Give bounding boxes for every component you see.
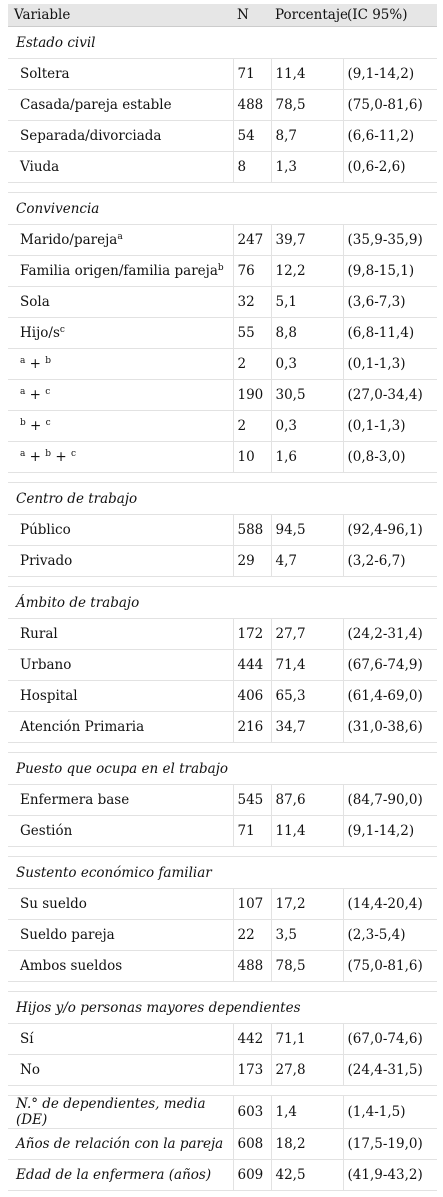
plus-sign: +	[25, 387, 46, 403]
cell-variable	[8, 546, 233, 577]
cell-porcentaje: 34,7	[271, 712, 343, 743]
cell-n: 488	[233, 951, 271, 982]
variable-label: Enfermera base	[20, 792, 130, 808]
cell-n: 55	[233, 318, 271, 349]
summary-row	[8, 1096, 437, 1129]
table-row	[8, 380, 437, 411]
cell-n: 54	[233, 121, 271, 152]
cell-n: 76	[233, 256, 271, 287]
cell-ic: (0,6-2,6)	[343, 152, 437, 183]
variable-label: Hospital	[20, 688, 78, 704]
cell-ic: (9,1-14,2)	[343, 816, 437, 847]
cell-variable	[8, 681, 233, 712]
cell-porcentaje: 17,2	[271, 889, 343, 920]
spacer-cell	[8, 743, 437, 753]
footnote-marker: b	[20, 418, 26, 428]
variable-label: Su sueldo	[20, 896, 87, 912]
variable-label: Sueldo pareja	[20, 927, 115, 943]
variable-label: Público	[20, 522, 71, 538]
data-table	[8, 4, 437, 1191]
cell-porcentaje: 78,5	[271, 90, 343, 121]
cell-n: 603	[233, 1096, 271, 1129]
cell-n: 172	[233, 619, 271, 650]
cell-ic: (75,0-81,6)	[343, 951, 437, 982]
cell-variable	[8, 59, 233, 90]
cell-n: 29	[233, 546, 271, 577]
cell-variable	[8, 152, 233, 183]
cell-ic: (6,8-11,4)	[343, 318, 437, 349]
cell-variable	[8, 380, 233, 411]
table-row	[8, 712, 437, 743]
variable-label: Ambos sueldos	[20, 958, 123, 974]
cell-variable	[8, 889, 233, 920]
variable-label: Separada/divorciada	[20, 128, 162, 144]
cell-ic: (67,6-74,9)	[343, 650, 437, 681]
table-row	[8, 318, 437, 349]
cell-porcentaje: 65,3	[271, 681, 343, 712]
spacer-row	[8, 473, 437, 483]
spacer-row	[8, 577, 437, 587]
cell-variable	[8, 442, 233, 473]
footnote-marker: b	[45, 356, 52, 366]
cell-ic: (24,2-31,4)	[343, 619, 437, 650]
table-row	[8, 920, 437, 951]
summary-label: N.° de dependientes, media (DE)	[8, 1096, 233, 1129]
cell-ic: (0,8-3,0)	[343, 442, 437, 473]
section-row	[8, 27, 437, 59]
cell-variable	[8, 256, 233, 287]
cell-porcentaje: 0,3	[271, 349, 343, 380]
cell-ic: (27,0-34,4)	[343, 380, 437, 411]
section-row	[8, 857, 437, 889]
spacer-cell	[8, 577, 437, 587]
cell-n: 588	[233, 515, 271, 546]
table-row	[8, 225, 437, 256]
table-row	[8, 619, 437, 650]
spacer-cell	[8, 847, 437, 857]
footnote-marker: a	[20, 356, 26, 366]
variable-label: Privado	[20, 553, 73, 569]
cell-variable	[8, 121, 233, 152]
cell-ic: (67,0-74,6)	[343, 1024, 437, 1055]
table-row	[8, 90, 437, 121]
table-row	[8, 1024, 437, 1055]
plus-sign: +	[25, 356, 46, 372]
cell-n: 247	[233, 225, 271, 256]
variable-label: Sí	[20, 1031, 34, 1047]
cell-n: 488	[233, 90, 271, 121]
cell-variable	[8, 90, 233, 121]
cell-n: 216	[233, 712, 271, 743]
cell-porcentaje: 39,7	[271, 225, 343, 256]
cell-ic: (35,9-35,9)	[343, 225, 437, 256]
table-row	[8, 1055, 437, 1086]
cell-porcentaje: 87,6	[271, 785, 343, 816]
cell-variable	[8, 1024, 233, 1055]
cell-porcentaje: 71,1	[271, 1024, 343, 1055]
cell-variable	[8, 951, 233, 982]
spacer-row	[8, 1086, 437, 1096]
cell-variable	[8, 411, 233, 442]
plus-sign: +	[25, 418, 46, 434]
cell-n: 71	[233, 816, 271, 847]
table-row	[8, 442, 437, 473]
cell-variable	[8, 785, 233, 816]
cell-porcentaje: 8,7	[271, 121, 343, 152]
section-title: Convivencia	[8, 193, 437, 225]
cell-porcentaje: 30,5	[271, 380, 343, 411]
variable-label: Casada/pareja estable	[20, 97, 172, 113]
table-row	[8, 515, 437, 546]
cell-variable	[8, 816, 233, 847]
section-title: Centro de trabajo	[8, 483, 437, 515]
cell-n: 442	[233, 1024, 271, 1055]
section-row	[8, 992, 437, 1024]
cell-porcentaje: 18,2	[271, 1129, 343, 1160]
cell-variable	[8, 225, 233, 256]
cell-ic: (75,0-81,6)	[343, 90, 437, 121]
variable-label: Sola	[20, 294, 50, 310]
table-row	[8, 650, 437, 681]
cell-n: 444	[233, 650, 271, 681]
header-n: N	[233, 4, 271, 27]
cell-ic: (24,4-31,5)	[343, 1055, 437, 1086]
cell-porcentaje: 1,3	[271, 152, 343, 183]
variable-label: Atención Primaria	[20, 719, 145, 735]
section-row	[8, 193, 437, 225]
cell-n: 107	[233, 889, 271, 920]
table-row	[8, 546, 437, 577]
cell-ic: (92,4-96,1)	[343, 515, 437, 546]
table-row	[8, 256, 437, 287]
variable-label: Viuda	[20, 159, 60, 175]
spacer-cell	[8, 183, 437, 193]
cell-variable	[8, 349, 233, 380]
section-title: Ámbito de trabajo	[8, 587, 437, 619]
summary-row	[8, 1160, 437, 1191]
footnote-marker: a	[20, 387, 26, 397]
header-row	[8, 4, 437, 27]
section-title: Puesto que ocupa en el trabajo	[8, 753, 437, 785]
table-row	[8, 785, 437, 816]
cell-ic: (6,6-11,2)	[343, 121, 437, 152]
cell-ic: (14,4-20,4)	[343, 889, 437, 920]
table-row	[8, 287, 437, 318]
cell-porcentaje: 4,7	[271, 546, 343, 577]
cell-porcentaje: 71,4	[271, 650, 343, 681]
table-row	[8, 951, 437, 982]
cell-porcentaje: 11,4	[271, 59, 343, 90]
plus-sign: +	[25, 449, 46, 465]
footnote-marker: c	[45, 418, 51, 428]
cell-variable	[8, 1055, 233, 1086]
variable-label: Hijo/s	[20, 325, 60, 341]
spacer-row	[8, 183, 437, 193]
footnote-marker: b	[217, 263, 224, 273]
cell-porcentaje: 1,6	[271, 442, 343, 473]
section-row	[8, 753, 437, 785]
cell-porcentaje: 94,5	[271, 515, 343, 546]
footnote-marker: c	[45, 387, 51, 397]
summary-label: Edad de la enfermera (años)	[8, 1160, 233, 1191]
section-title: Hijos y/o personas mayores dependientes	[8, 992, 437, 1024]
cell-porcentaje: 27,8	[271, 1055, 343, 1086]
cell-porcentaje: 27,7	[271, 619, 343, 650]
cell-ic: (0,1-1,3)	[343, 411, 437, 442]
table-row	[8, 889, 437, 920]
cell-porcentaje: 8,8	[271, 318, 343, 349]
footnote-marker: a	[20, 449, 26, 459]
cell-n: 71	[233, 59, 271, 90]
cell-ic: (3,2-6,7)	[343, 546, 437, 577]
cell-n: 2	[233, 349, 271, 380]
cell-porcentaje: 78,5	[271, 951, 343, 982]
table-row	[8, 816, 437, 847]
cell-n: 22	[233, 920, 271, 951]
cell-variable	[8, 287, 233, 318]
table-row	[8, 411, 437, 442]
cell-ic: (17,5-19,0)	[343, 1129, 437, 1160]
spacer-row	[8, 743, 437, 753]
section-row	[8, 483, 437, 515]
variable-label: Familia origen/familia pareja	[20, 263, 218, 279]
variable-label: Rural	[20, 626, 58, 642]
variable-label: Urbano	[20, 657, 72, 673]
cell-variable	[8, 515, 233, 546]
footnote-marker: b	[45, 449, 52, 459]
variable-label: Soltera	[20, 66, 70, 82]
summary-row	[8, 1129, 437, 1160]
cell-variable	[8, 712, 233, 743]
cell-n: 545	[233, 785, 271, 816]
header-porcentaje: Porcentaje	[271, 4, 343, 27]
cell-ic: (1,4-1,5)	[343, 1096, 437, 1129]
cell-porcentaje: 12,2	[271, 256, 343, 287]
cell-variable	[8, 920, 233, 951]
table-row	[8, 121, 437, 152]
header-ic: (IC 95%)	[343, 4, 437, 27]
cell-ic: (41,9-43,2)	[343, 1160, 437, 1191]
cell-n: 2	[233, 411, 271, 442]
cell-n: 8	[233, 152, 271, 183]
cell-ic: (2,3-5,4)	[343, 920, 437, 951]
table-body	[8, 27, 437, 1191]
summary-label: Años de relación con la pareja	[8, 1129, 233, 1160]
cell-porcentaje: 5,1	[271, 287, 343, 318]
cell-porcentaje: 11,4	[271, 816, 343, 847]
cell-n: 406	[233, 681, 271, 712]
cell-ic: (9,1-14,2)	[343, 59, 437, 90]
spacer-row	[8, 847, 437, 857]
cell-ic: (0,1-1,3)	[343, 349, 437, 380]
cell-porcentaje: 0,3	[271, 411, 343, 442]
cell-porcentaje: 42,5	[271, 1160, 343, 1191]
section-title: Sustento económico familiar	[8, 857, 437, 889]
cell-ic: (84,7-90,0)	[343, 785, 437, 816]
table-row	[8, 349, 437, 380]
footnote-marker: c	[59, 325, 65, 335]
cell-n: 32	[233, 287, 271, 318]
table-row	[8, 681, 437, 712]
variable-label: No	[20, 1062, 40, 1078]
cell-porcentaje: 3,5	[271, 920, 343, 951]
cell-n: 10	[233, 442, 271, 473]
cell-porcentaje: 1,4	[271, 1096, 343, 1129]
cell-ic: (61,4-69,0)	[343, 681, 437, 712]
variable-label: Marido/pareja	[20, 232, 118, 248]
cell-ic: (3,6-7,3)	[343, 287, 437, 318]
table-row	[8, 59, 437, 90]
table-row	[8, 152, 437, 183]
cell-n: 608	[233, 1129, 271, 1160]
cell-variable	[8, 318, 233, 349]
header-variable: Variable	[8, 4, 233, 27]
cell-ic: (31,0-38,6)	[343, 712, 437, 743]
section-title: Estado civil	[8, 27, 437, 59]
spacer-cell	[8, 1086, 437, 1096]
spacer-cell	[8, 473, 437, 483]
cell-n: 609	[233, 1160, 271, 1191]
spacer-row	[8, 982, 437, 992]
section-row	[8, 587, 437, 619]
cell-ic: (9,8-15,1)	[343, 256, 437, 287]
cell-variable	[8, 619, 233, 650]
footnote-marker: a	[117, 232, 123, 242]
cell-n: 190	[233, 380, 271, 411]
cell-n: 173	[233, 1055, 271, 1086]
variable-label: Gestión	[20, 823, 73, 839]
plus-sign: +	[51, 449, 71, 465]
cell-variable	[8, 650, 233, 681]
spacer-cell	[8, 982, 437, 992]
footnote-marker: c	[70, 449, 76, 459]
